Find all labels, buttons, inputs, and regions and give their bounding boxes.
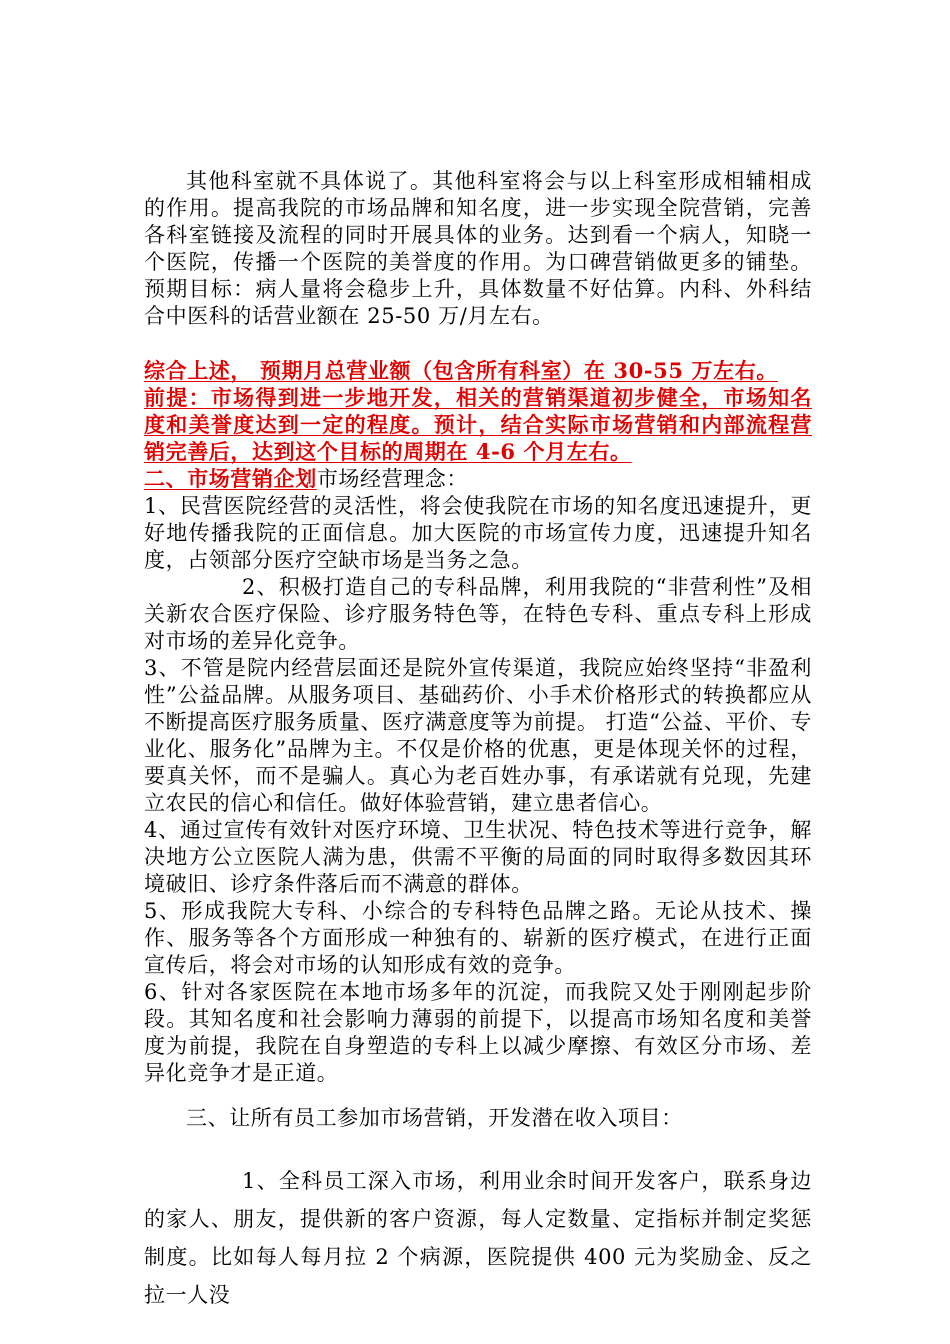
section-2-heading-line: [144, 465, 812, 493]
list-item-2: 2、积极打造自己的专科品牌，利用我院的“非营利性”及相关新农合医疗保险、诊疗服务特色等，在特色专科、重点专科上形成对市场的差异化竞争。: [144, 575, 812, 653]
summary-forecast: 综合上述， 预期月总营业额（包含所有科室）在 30-55 万左右。: [144, 358, 778, 383]
document-body: [144, 168, 812, 1314]
list-item-6: 6、针对各家医院在本地市场多年的沉淀，而我院又处于刚刚起步阶段。其知名度和社会影响力薄弱的前提下，以提高市场知名度和美誉度为前提，我院在自身塑造的专科上以减少摩擦、有效区分市场、差异化竞争才是正道。: [144, 980, 812, 1085]
section-2-subtitle: 市场经营理念：: [316, 467, 469, 491]
section-3-item-1: 1、全科员工深入市场，利用业余时间开发客户，联系身边的家人、朋友，提供新的客户资源，每人定数量、定指标并制定奖惩制度。比如每人每月拉 2 个病源，医院提供 400 元为奖励金、反之拉一人没: [144, 1169, 812, 1307]
summary-premise: 前提：市场得到进一步地开发，相关的营销渠道初步健全，市场知名度和美誉度达到一定的程度。预计，结合实际市场营销和内部流程营销完善后，达到这个目标的周期在 4-6 个月左右。: [144, 385, 812, 464]
list-item-4: 4、通过宣传有效针对医疗环境、卫生状况、特色技术等进行竞争，解决地方公立医院人满为患，供需不平衡的局面的同时取得多数因其环境破旧、诊疗条件落后而不满意的群体。: [144, 818, 812, 896]
section-3-heading: 三、让所有员工参加市场营销，开发潜在收入项目：: [186, 1106, 683, 1130]
list-item-5: 5、形成我院大专科、小综合的专科特色品牌之路。无论从技术、操作、服务等各个方面形成一种独有的、崭新的医疗模式，在进行正面宣传后，将会对市场的认知形成有效的竞争。: [144, 899, 812, 977]
list-item-3: 3、不管是院内经营层面还是院外宣传渠道，我院应始终坚持“非盈利性”公益品牌。从服务项目、基础药价、小手术价格形式的转换都应从不断提高医疗服务质量、医疗满意度等为前提。 打造“公益、平价、专业化、服务化”品牌为主。不仅是价格的优惠，更是体现关怀的过程，要真关怀，而不是骗人。真心为老百姓办事，有承诺就有兑现，先建立农民的信心和信任。做好体验营销，建立患者信心。: [144, 656, 812, 815]
section-2-heading: 二、市场营销企划: [144, 466, 317, 491]
paragraph-other-departments: 其他科室就不具体说了。其他科室将会与以上科室形成相辅相成的作用。提高我院的市场品牌和知名度，进一步实现全院营销，完善各科室链接及流程的同时开展具体的业务。达到看一个病人，知晓一个医院，传播一个医院的美誉度的作用。为口碑营销做更多的铺垫。预期目标：病人量将会稳步上升，具体数量不好估算。内科、外科结合中医科的话营业额在 25-50 万/月左右。: [144, 169, 812, 328]
list-item-1: 1、民营医院经营的灵活性，将会使我院在市场的知名度迅速提升，更好地传播我院的正面信息。加大医院的市场宣传力度，迅速提升知名度，占领部分医疗空缺市场是当务之急。: [144, 494, 812, 572]
blank-line: [144, 330, 812, 357]
